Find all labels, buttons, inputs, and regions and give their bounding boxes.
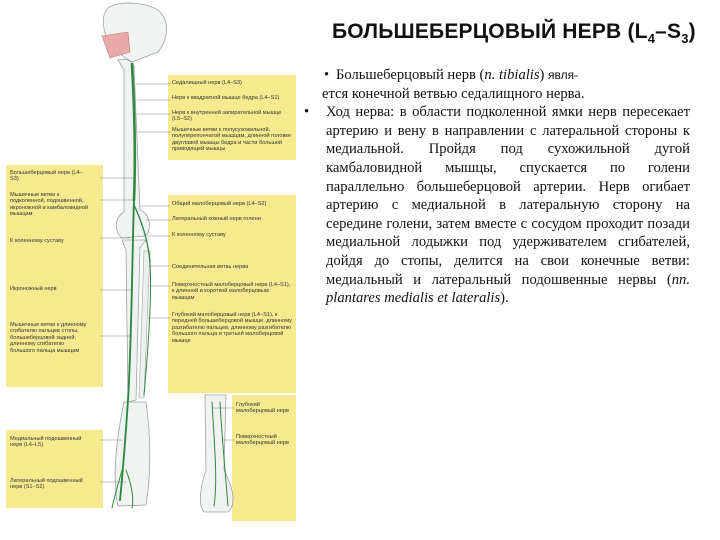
anatomy-figure (0, 0, 300, 540)
paragraph-definition: • Большеберцовый нерв (n. tibialis) явля- (324, 67, 579, 83)
label-deep-peroneal: Глубокий малоберцовый нерв (L4–S1), к передней большеберцовой мышце, длинному разгибателю пальцев, длинному разгибателю большого пальца и третьей малоберцовой мышце (172, 312, 292, 344)
label-lateral-plantar: Латеральный подошвенный нерв (S1–S2) (10, 478, 83, 491)
label-flexor-branches: Мышечные ветви к длинному сгибателю пальцев стопы, большеберцовой задней, длинному сгибателю большого пальца мышцам (10, 322, 87, 354)
label-superficial-peroneal: Поверхностный малоберцовый нерв (L4–S1), к длинной и короткой малоберцовым мышцам (172, 282, 291, 301)
label-connecting-branch: Соединительная ветвь нерва (172, 264, 249, 270)
slide-title: БОЛЬШЕБЕРЦОВЫЙ НЕРВ $(L_4-S_3)$ (332, 20, 696, 47)
label-knee-joint-right: К коленному суставу (172, 232, 226, 238)
label-calf-branches: Мышечные ветви к подколенной, подошвенной, икроножной и камбаловидной мышцам (10, 192, 89, 218)
label-common-peroneal: Общий малоберцовый нерв (L4–S2) (172, 201, 267, 207)
paragraph-course: • Ход нерва: в области подколенной ямки нерв пересекает артерию и вену в направлении с латеральной стороны к медиальной. Пройдя под сухожильной дугой камбаловидной мышцы, спускается по голени параллельно большеберцовой артерии. Нерв огибает артерию с медиальной в латеральную сторону на середине голени, затем вместе с сосудом проходит позади медиальной лодыжки под удерживателем сгибателей, дойдя до стопы, делится на свои конечные ветви: медиальный и латеральный подошвенные нервы (nn. plantares medialis et lateralis). (304, 104, 690, 307)
bullet-icon: • (304, 104, 310, 121)
label-tibial-nerve: Большеберцовый нерв (L4–S3) (10, 170, 83, 183)
bullet-icon: • (324, 67, 330, 83)
label-hamstring-branches: Мышечные ветви к полусухожильной, полуперепончатой мышцам, длинной головке двуглавой мышцы бедра и части большой приводящей мышцы (172, 127, 292, 153)
label-sural-nerve: Икроножный нерв (10, 286, 57, 292)
fibula-bone (139, 250, 150, 398)
label-sciatic-nerve: Седалищный нерв (L4–S3) (172, 80, 242, 86)
label-obturator-nerve: Нерв к внутренней запирательной мышце (L5–S2) (172, 110, 282, 123)
label-quadratus-nerve: Нерв к квадратной мышце бедра (L4–S1) (172, 95, 280, 101)
label-knee-joint-left: К коленному суставу (10, 238, 64, 244)
label-lateral-cutaneous: Латеральный кожный нерв голени (172, 216, 261, 222)
label-medial-plantar: Медиальный подошвенный нерв (L4–L5) (10, 436, 82, 449)
label-deep-peroneal-foot: Глубокий малоберцовый нерв (236, 402, 289, 415)
lower-leg-detail (200, 395, 233, 512)
label-superficial-peroneal-foot: Поверхностный малоберцовый нерв (236, 434, 289, 447)
paragraph-definition-cont: ется конечной ветвью седалищного нерва. (322, 85, 585, 102)
body-text (304, 66, 690, 308)
